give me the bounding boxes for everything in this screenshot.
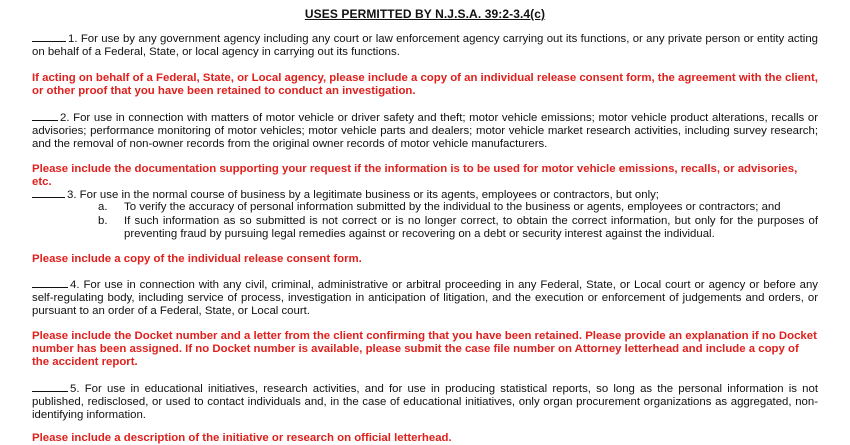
item-5-text: 5. For use in educational initiatives, research activities, and for use in producing statistical reports, so long as the personal information is not published, redisclosed, or used to contact individuals and, in the case of educational initiatives, only organ procurement organizations as aggregated, non-identifying information.: [32, 383, 818, 422]
item-3-sub-b-marker: b.: [98, 215, 108, 227]
item-4-paragraph: [32, 277, 818, 319]
item-4-instruction: Please include the Docket number and a letter from the client confirming that you have been retained. Please provide an explanation if no Docket number has been assigned. If no Docket number is available, please submit the case file number on Attorney letterhead and include a copy of the accident report.: [32, 330, 817, 369]
item-1-instruction: If acting on behalf of a Federal, State, or Local agency, please include a copy of an individual release consent form, the agreement with the client, or other proof that you have been retained to conduct an investigation.: [32, 72, 818, 98]
item-5-paragraph: [32, 381, 818, 423]
item-5-instruction: Please include a description of the initiative or research on official letterhead.: [32, 432, 452, 444]
item-1-blank-line[interactable]: [32, 31, 66, 42]
item-4-blank-line[interactable]: [32, 277, 68, 288]
item-1-paragraph: [32, 31, 818, 59]
item-2-blank-line[interactable]: [32, 110, 58, 121]
item-3-text: 3. For use in the normal course of business by a legitimate business or its agents, employees or contractors, but only;: [67, 189, 659, 201]
item-3-instruction: Please include a copy of the individual release consent form.: [32, 253, 362, 265]
document-title: USES PERMITTED BY N.J.S.A. 39:2-3.4(c): [304, 7, 546, 21]
item-3-sub-a-marker: a.: [98, 201, 108, 213]
item-3-blank-line[interactable]: [32, 187, 65, 198]
item-5-blank-line[interactable]: [32, 381, 68, 392]
item-3-sub-a-text: To verify the accuracy of personal information submitted by the individual to the business or agents, employees or contractors; and: [124, 201, 781, 213]
item-1-text: 1. For use by any government agency including any court or law enforcement agency carrying out its functions, or any private person or entity acting on behalf of a Federal, State, or local agency in carrying out its functions.: [32, 33, 818, 59]
item-2-paragraph: [32, 110, 818, 152]
item-3-paragraph: [32, 187, 818, 202]
item-2-text: 2. For use in connection with matters of motor vehicle or driver safety and theft; motor vehicle emissions; motor vehicle product alterations, recalls or advisories; performance monitoring of motor vehicles; motor vehicle parts and dealers; motor vehicle market research activities, including survey research; and the removal of non-owner records from the original owner records of motor vehicle manufacturers.: [32, 112, 818, 151]
item-2-instruction: Please include the documentation supporting your request if the information is to be used for motor vehicle emissions, recalls, or advisories, etc.: [32, 163, 798, 189]
item-3-sub-b-text: If such information as so submitted is not correct or is no longer correct, to obtain the correct information, but only for the purposes of preventing fraud by pursuing legal remedies against or recovering on a debt or security interest against the individual.: [124, 215, 818, 241]
item-4-text: 4. For use in connection with any civil, criminal, administrative or arbitral proceeding in any Federal, State, or Local court or agency or before any self-regulating body, including service of process, investigation in anticipation of litigation, and the execution or enforcement of judgements and orders, or pursuant to an order of a Federal, State, or Local court.: [32, 279, 818, 318]
